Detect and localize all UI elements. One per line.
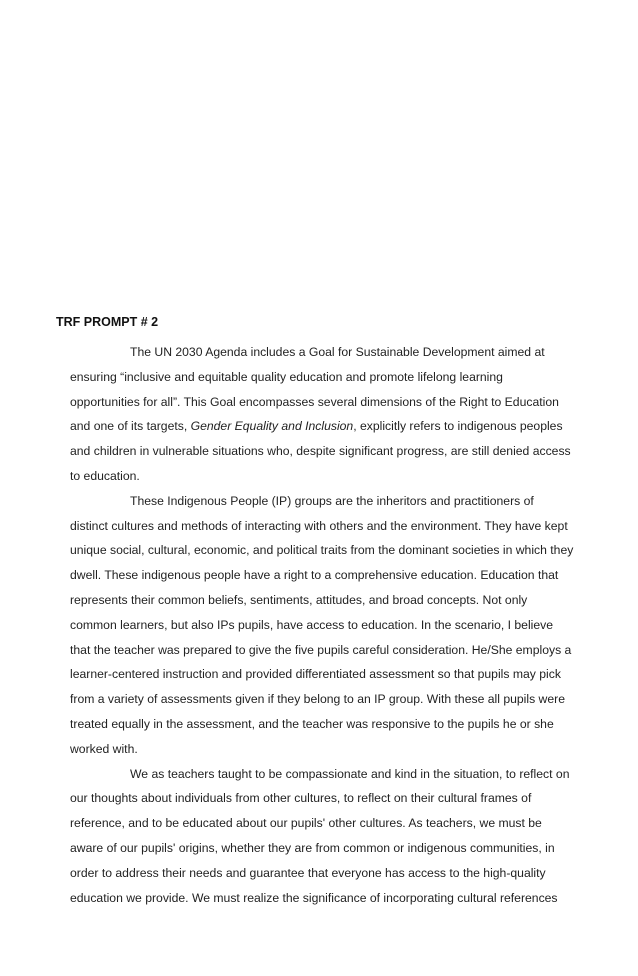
document-body [70,340,574,910]
paragraph-1-text-start: The UN 2030 Agenda includes a Goal for Sustainable Development aimed at ensuring “inclusive and equitable quality education and promote lifelong learning opportunities for all”. This Goal encompasses several dimensions of the Right to Education and one of its targets, [70,345,559,434]
paragraph-2: These Indigenous People (IP) groups are the inheritors and practitioners of distinct cultures and methods of interacting with others and the environment. They have kept unique social, cultural, economic, and political traits from the dominant societies in which they dwell. These indigenous people have a right to a comprehensive education. Education that represents their common beliefs, sentiments, attitudes, and broad concepts. Not only common learners, but also IPs pupils, have access to education. In the scenario, I believe that the teacher was prepared to give the five pupils careful consideration. He/She employs a learner-centered instruction and provided differentiated assessment so that pupils may pick from a variety of assessments given if they belong to an IP group. With these all pupils were treated equally in the assessment, and the teacher was responsive to the pupils he or she worked with. [70,493,574,756]
paragraph-1-italic-target: Gender Equality and Inclusion [190,419,354,434]
paragraph-1-text-end: , explicitly refers to indigenous peoples and children in vulnerable situations who, despite significant progress, are still denied access to education. [70,419,571,483]
prompt-heading: TRF PROMPT # 2 [56,315,159,329]
paragraph-3: We as teachers taught to be compassionate and kind in the situation, to reflect on our thoughts about individuals from other cultures, to reflect on their cultural frames of reference, and to be educated about our pupils' other cultures. As teachers, we must be aware of our pupils' origins, whether they are from common or indigenous communities, in order to address their needs and guarantee that everyone has access to the high-quality education we provide. We must realize the significance of incorporating cultural references [70,766,570,905]
paragraph-1 [70,340,574,489]
